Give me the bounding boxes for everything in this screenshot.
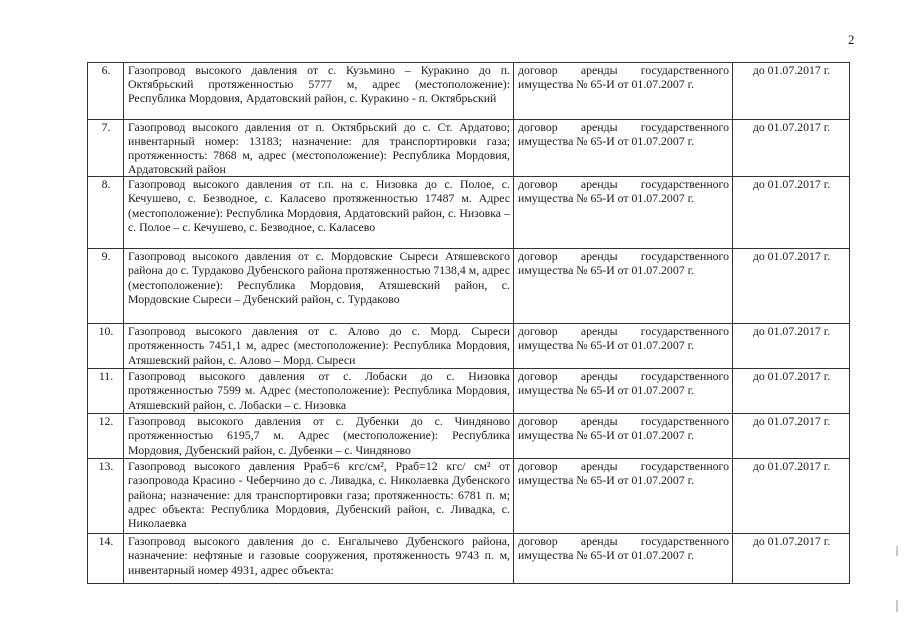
object-description: Газопровод высокого давления до с. Енгалычево Дубенского района, назначение: нефтяные и газовые сооружения, протяженность 9743 п. м, инвентарный номер 4931, адрес объекта: [124, 534, 514, 584]
row-number: 13. [88, 459, 124, 534]
object-description: Газопровод высокого давления от г.п. на с. Низовка до с. Полое, с. Кечушево, с. Безводное, с. Каласево протяженностью 17487 м. Адрес (местоположение): Республика Мордовия, Ардатовский район, с. Низовка – с. Полое – с. Кечушево, с. Безводное, с. Каласево [124, 177, 514, 249]
legal-basis: договор аренды государственного имущества № 65-И от 01.07.2007 г. [514, 369, 733, 414]
legal-basis: договор аренды государственного имущества № 65-И от 01.07.2007 г. [514, 120, 733, 177]
row-number: 11. [88, 369, 124, 414]
legal-basis: договор аренды государственного имущества № 65-И от 01.07.2007 г. [514, 63, 733, 120]
property-table [87, 62, 850, 584]
table-row [88, 369, 850, 414]
legal-basis: договор аренды государственного имущества № 65-И от 01.07.2007 г. [514, 414, 733, 459]
object-description: Газопровод высокого давления Рраб=6 кгс/см², Рраб=12 кгс/ см² от газопровода Красино - Чеберчино до с. Ливадка, с. Николаевка Дубенского района; назначение: для транспортировки газа; протяженность: 6781 п. м; адрес объекта: Республика Мордовия, Дубенский район, с. Ливадка, с. Николаевка [124, 459, 514, 534]
legal-basis: договор аренды государственного имущества № 65-И от 01.07.2007 г. [514, 249, 733, 324]
term-date: до 01.07.2017 г. [733, 324, 850, 369]
object-description: Газопровод высокого давления от с. Алово до с. Морд. Сыреси протяженность 7451,1 м, адрес (местоположение): Республика Мордовия, Атяшевский район, с. Алово – Морд. Сыреси [124, 324, 514, 369]
row-number: 10. [88, 324, 124, 369]
row-number: 12. [88, 414, 124, 459]
term-date: до 01.07.2017 г. [733, 120, 850, 177]
row-number: 14. [88, 534, 124, 584]
term-date: до 01.07.2017 г. [733, 459, 850, 534]
term-date: до 01.07.2017 г. [733, 177, 850, 249]
legal-basis: договор аренды государственного имущества № 65-И от 01.07.2007 г. [514, 459, 733, 534]
term-date: до 01.07.2017 г. [733, 369, 850, 414]
legal-basis: договор аренды государственного имущества № 65-И от 01.07.2007 г. [514, 177, 733, 249]
scan-edge-mark [896, 600, 898, 612]
row-number: 6. [88, 63, 124, 120]
object-description: Газопровод высокого давления от с. Кузьмино – Куракино до п. Октябрьский протяженностью 5777 м, адрес (местоположение): Республика Мордовия, Ардатовский район, с. Куракино - п. Октябрьский [124, 63, 514, 120]
table-row [88, 249, 850, 324]
scan-edge-mark [896, 546, 898, 556]
term-date: до 01.07.2017 г. [733, 249, 850, 324]
term-date: до 01.07.2017 г. [733, 534, 850, 584]
table-row [88, 459, 850, 534]
term-date: до 01.07.2017 г. [733, 63, 850, 120]
object-description: Газопровод высокого давления от с. Лобаски до с. Низовка протяженностью 7599 м. Адрес (местоположение): Республика Мордовия, Атяшевский район, с. Лобаски – с. Низовка [124, 369, 514, 414]
object-description: Газопровод высокого давления от с. Мордовские Сыреси Атяшевского района до с. Турдаково Дубенского района протяженностью 7138,4 м, адрес (местоположение): Республика Мордовия, Атяшевский район, с. Мордовские Сыреси – Дубенский район, с. Турдаково [124, 249, 514, 324]
row-number: 9. [88, 249, 124, 324]
table-row [88, 324, 850, 369]
page-number: 2 [848, 32, 855, 47]
object-description: Газопровод высокого давления от с. Дубенки до с. Чиндяново протяженностью 6195,7 м. Адрес (местоположение): Республика Мордовия, Дубенский район, с. Дубенки – с. Чиндяново [124, 414, 514, 459]
table-row [88, 120, 850, 177]
object-description: Газопровод высокого давления от п. Октябрьский до с. Ст. Ардатово; инвентарный номер: 13183; назначение: для транспортировки газа; протяженность: 7868 м, адрес (местоположение): Республика Мордовия, Ардатовский район [124, 120, 514, 177]
table-row [88, 414, 850, 459]
table-row [88, 63, 850, 120]
table-row [88, 534, 850, 584]
legal-basis: договор аренды государственного имущества № 65-И от 01.07.2007 г. [514, 534, 733, 584]
row-number: 7. [88, 120, 124, 177]
table-row [88, 177, 850, 249]
legal-basis: договор аренды государственного имущества № 65-И от 01.07.2007 г. [514, 324, 733, 369]
row-number: 8. [88, 177, 124, 249]
term-date: до 01.07.2017 г. [733, 414, 850, 459]
